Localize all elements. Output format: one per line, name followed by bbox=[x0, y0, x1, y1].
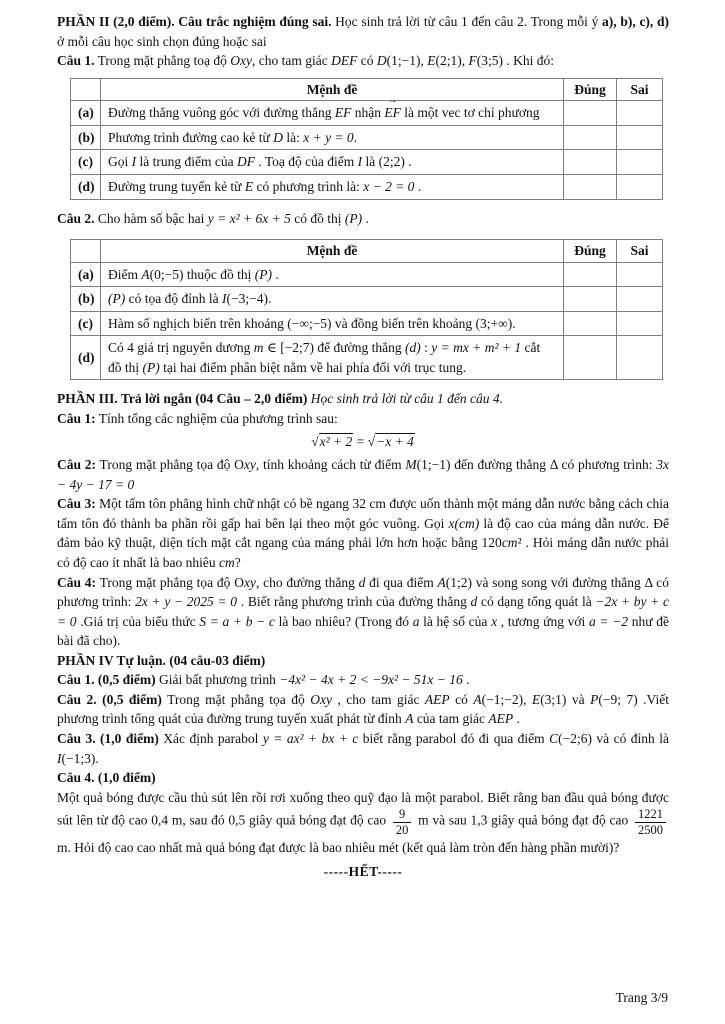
statement-text: Có 4 giá trị nguyên dương m ∈ [−2;7) để đường thẳng (d) : y = mx + m² + 1 cắt đồ thị (P) tại hai điểm phân biệt nằm về hai phía đối với trục tung. bbox=[101, 336, 564, 380]
part4-c1: Câu 1. (0,5 điểm) Giải bất phương trình −4x² − 4x + 2 < −9x² − 51x − 16 . bbox=[57, 672, 470, 688]
statement-row-a bbox=[71, 262, 663, 287]
answer-cell-false[interactable] bbox=[617, 287, 663, 312]
row-label: (c) bbox=[71, 150, 101, 175]
statement-text: Điểm A(0;−5) thuộc đồ thị (P) . bbox=[101, 262, 564, 287]
statement-row-c bbox=[71, 150, 663, 175]
part4-c4-body: Một quả bóng được cầu thủ sút lên rồi rơi xuống theo quỹ đạo là một parabol. Biết rằng ban đầu quả bóng được sút lên từ độ cao 0,4 m, sau đó 0,5 giây quả bóng đạt độ cao $\frac{9}{20}$ m và sau 1,3 giây quả bóng đạt độ cao $\frac{1221}{2500}$ m. Hỏi độ cao cao nhất mà quả bóng đạt được là bao nhiêu mét (kết quả làm tròn đến hàng phần mười)? bbox=[57, 789, 669, 856]
statement-text: Gọi I là trung điểm của DF . Toạ độ của điểm I là (2;2) . bbox=[101, 150, 564, 175]
statement-text: Hàm số nghịch biến trên khoảng (−∞;−5) và đồng biến trên khoảng (3;+∞). bbox=[101, 311, 564, 336]
answer-cell-true[interactable] bbox=[564, 125, 617, 150]
statement-row-d bbox=[71, 336, 663, 380]
page-number: Trang 3/9 bbox=[615, 990, 668, 1006]
statement-column-header: Mệnh đề bbox=[101, 78, 564, 101]
part3-q2: Câu 2: Trong mặt phẳng tọa độ Oxy, tính khoảng cách từ điểm M(1;−1) đến đường thẳng Δ có phương trình: 3x − 4y − 17 = 0 bbox=[57, 457, 669, 492]
part4-c4-label: Câu 4. (1,0 điểm) bbox=[57, 770, 156, 786]
table-header-row bbox=[71, 240, 663, 263]
statement-row-b bbox=[71, 287, 663, 312]
part4-header: PHẦN IV Tự luận. (04 câu-03 điểm) bbox=[57, 652, 266, 668]
answer-cell-false[interactable] bbox=[617, 101, 663, 126]
statement-text: (P) có tọa độ đỉnh là I(−3;−4). bbox=[101, 287, 564, 312]
part3-header: PHẦN III. Trả lời ngắn (04 Câu – 2,0 điểm) Học sinh trả lời từ câu 1 đến câu 4. bbox=[57, 391, 504, 407]
statement-row-b bbox=[71, 125, 663, 150]
row-label: (b) bbox=[71, 125, 101, 150]
answer-cell-true[interactable] bbox=[564, 174, 617, 199]
answer-cell-false[interactable] bbox=[617, 336, 663, 380]
answer-cell-false[interactable] bbox=[617, 311, 663, 336]
part2-header: PHẦN II (2,0 điểm). Câu trắc nghiệm đúng sai. Học sinh trả lời từ câu 1 đến câu 2. Trong mỗi ý a), b), c), d) ở mỗi câu học sinh chọn đúng hoặc sai bbox=[57, 14, 670, 49]
part2-q2-intro: Câu 2. Cho hàm số bậc hai y = x² + 6x + 5 có đồ thị (P) . bbox=[57, 210, 369, 226]
label-column-header bbox=[71, 240, 101, 263]
part4-c2: Câu 2. (0,5 điểm) Trong mặt phẳng tọa độ Oxy , cho tam giác AEP có A(−1;−2), E(3;1) và P(−9; 7) .Viết phương trình tổng quát của đường trung tuyến xuất phát từ đỉnh A của tam giác AEP . bbox=[57, 691, 669, 727]
answer-cell-true[interactable] bbox=[564, 287, 617, 312]
statement-text: Phương trình đường cao kẻ từ D là: x + y = 0. bbox=[101, 125, 564, 150]
row-label: (a) bbox=[71, 262, 101, 287]
row-label: (d) bbox=[71, 336, 101, 380]
false-column-header: Sai bbox=[617, 78, 663, 101]
row-label: (d) bbox=[71, 174, 101, 199]
end-of-exam-mark: -----HẾT----- bbox=[323, 863, 403, 879]
answer-cell-false[interactable] bbox=[617, 125, 663, 150]
answer-cell-true[interactable] bbox=[564, 262, 617, 287]
answer-cell-false[interactable] bbox=[617, 174, 663, 199]
table-header-row bbox=[71, 78, 663, 101]
part3-q4: Câu 4: Trong mặt phẳng tọa độ Oxy, cho đường thẳng d đi qua điểm A(1;2) và song song với đường thẳng Δ có phương trình: 2x + y − 2025 = 0 . Biết rằng phương trình của đường thẳng d có dạng tổng quát là −2x + by + c = 0 .Giá trị của biểu thức S = a + b − c là bao nhiêu? (Trong đó a là hệ số của x , tương ứng với a = −2 như đề bài đã cho). bbox=[57, 574, 669, 649]
part2-q1-table bbox=[70, 78, 663, 200]
answer-cell-true[interactable] bbox=[564, 150, 617, 175]
label-column-header bbox=[71, 78, 101, 101]
part2-q1-intro: Câu 1. Trong mặt phẳng toạ độ Oxy, cho tam giác DEF có D(1;−1), E(2;1), F(3;5) . Khi đó: bbox=[57, 53, 554, 69]
answer-cell-false[interactable] bbox=[617, 262, 663, 287]
part4-c3: Câu 3. (1,0 điểm) Xác định parabol y = ax² + bx + c biết rằng parabol đó đi qua điểm C(−2;6) và có đỉnh là I(−1;3). bbox=[57, 731, 669, 766]
statement-row-c bbox=[71, 311, 663, 336]
statement-text: Đường thẳng vuông góc với đường thẳng EF nhận EF → là một vec tơ chỉ phương bbox=[101, 101, 564, 126]
statement-column-header: Mệnh đề bbox=[101, 240, 564, 263]
false-column-header: Sai bbox=[617, 240, 663, 263]
answer-cell-true[interactable] bbox=[564, 336, 617, 380]
answer-cell-true[interactable] bbox=[564, 311, 617, 336]
statement-text: Đường trung tuyến kẻ từ E có phương trình là: x − 2 = 0 . bbox=[101, 174, 564, 199]
true-column-header: Đúng bbox=[564, 240, 617, 263]
row-label: (b) bbox=[71, 287, 101, 312]
part3-q1-equation: √x² + 2 = √−x + 4 bbox=[311, 433, 414, 449]
answer-cell-true[interactable] bbox=[564, 101, 617, 126]
part3-q1: Câu 1: Tính tổng các nghiệm của phương trình sau: bbox=[57, 411, 338, 426]
part2-q2-table bbox=[70, 239, 663, 380]
statement-row-a bbox=[71, 101, 663, 126]
true-column-header: Đúng bbox=[564, 78, 617, 101]
part3-q3: Câu 3: Một tấm tôn phẳng hình chữ nhật có bề ngang 32 cm được uốn thành một máng dẫn nước bằng cách chia tấm tôn đó thành ba phần rồi gấp hai bên lại theo một góc vuông. Gọi x(cm) là độ cao của máng dẫn nước. Để đảm bảo kỹ thuật, diện tích mặt cắt ngang của máng phải lớn hơn hoặc bằng 120cm² . Hỏi máng dẫn nước phải có độ cao ít nhất là bao nhiêu cm? bbox=[57, 496, 669, 570]
answer-cell-false[interactable] bbox=[617, 150, 663, 175]
row-label: (a) bbox=[71, 101, 101, 126]
statement-row-d bbox=[71, 174, 663, 199]
row-label: (c) bbox=[71, 311, 101, 336]
